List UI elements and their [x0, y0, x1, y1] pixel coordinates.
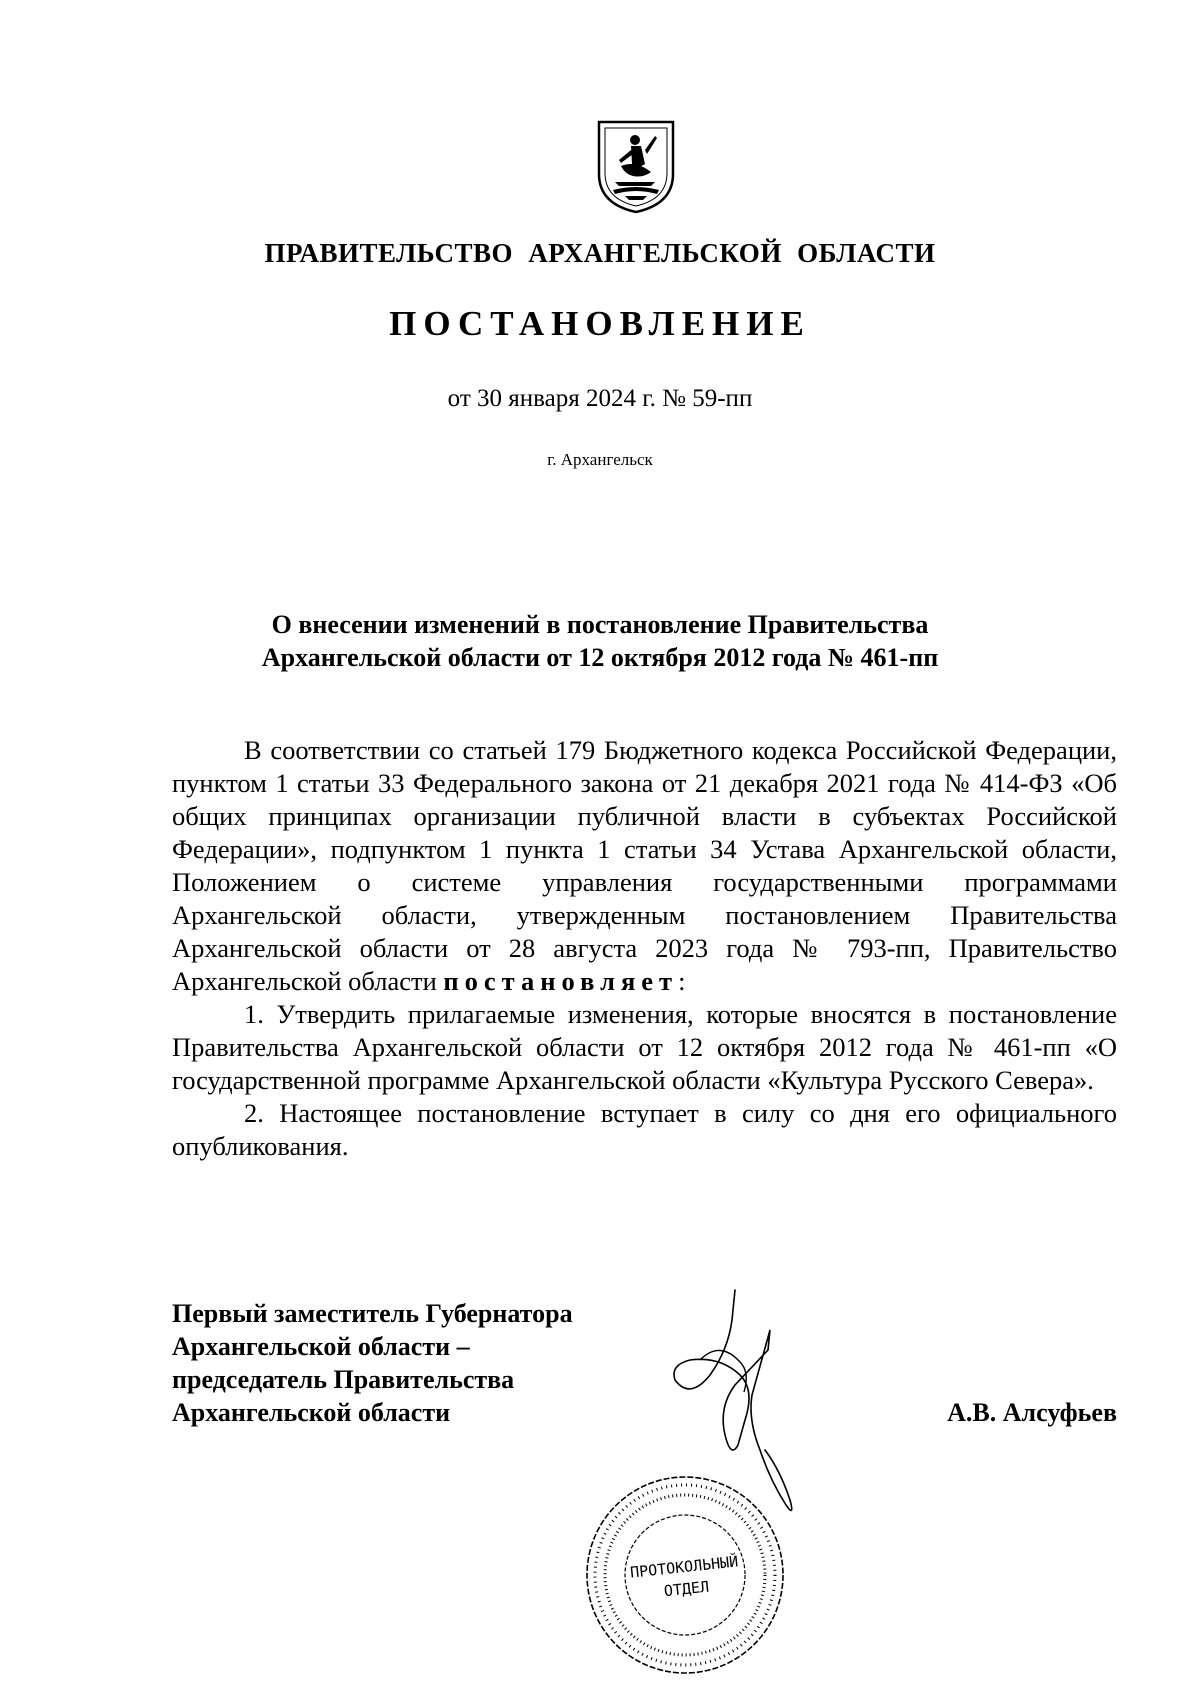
signatory-title-line-3: председатель Правительства: [172, 1365, 515, 1394]
subject-line-2: Архангельской области от 12 октября 2012 года № 461-пп: [261, 643, 939, 672]
signatory-title: [172, 1297, 692, 1429]
stamp-text-line-2: ОТДЕЛ: [663, 1577, 710, 1601]
stamp-text-line-1: ПРОТОКОЛЬНЫЙ: [629, 1552, 739, 1582]
body-paragraph-3: 2. Настоящее постановление вступает в силу со дня его официального опубликования.: [172, 1098, 1117, 1161]
paragraph-1-end: :: [678, 966, 686, 996]
body-paragraph-2: 1. Утвердить прилагаемые изменения, которые вносятся в постановление Правительства Архангельской области от 12 октября 2012 года № 461-пп «О государственной программе Архангельской области «Культура Русского Севера».: [172, 999, 1117, 1095]
resolves-word: постановляет: [443, 966, 679, 996]
coat-of-arms-icon: [591, 116, 681, 216]
document-city: г. Архангельск: [547, 450, 653, 469]
official-stamp: [580, 1470, 790, 1680]
subject-line-1: О внесении изменений в постановление Правительства: [271, 610, 929, 639]
document-body: [172, 734, 1117, 1163]
government-title: ПРАВИТЕЛЬСТВО АРХАНГЕЛЬСКОЙ ОБЛАСТИ: [264, 238, 936, 268]
signatory-title-line-2: Архангельской области –: [172, 1332, 470, 1361]
document-type-heading: ПОСТАНОВЛЕНИЕ: [389, 304, 811, 343]
signatory-title-line-1: Первый заместитель Губернатора: [172, 1299, 573, 1328]
paragraph-1-text: В соответствии со статьей 179 Бюджетного кодекса Российской Федерации, пунктом 1 статьи 33 Федерального закона от 21 декабря 2021 года № 414-ФЗ «Об общих принципах организации публичной власти в субъектах Российской Федерации», подпунктом 1 пункта 1 статьи 34 Устава Архангельской области, Положением о системе управления государственными программами Архангельской области, утвержденным постановлением Правительства Архангельской области от 28 августа 2023 года № 793-пп, Правительство Архангельской области: [172, 735, 1117, 996]
body-paragraph-1: [172, 734, 1117, 998]
signatory-title-line-4: Архангельской области: [172, 1398, 451, 1427]
document-date-number: от 30 января 2024 г. № 59-пп: [447, 385, 753, 412]
document-subject: [170, 608, 1030, 674]
signatory-name: А.В. Алсуфьев: [947, 1398, 1117, 1427]
